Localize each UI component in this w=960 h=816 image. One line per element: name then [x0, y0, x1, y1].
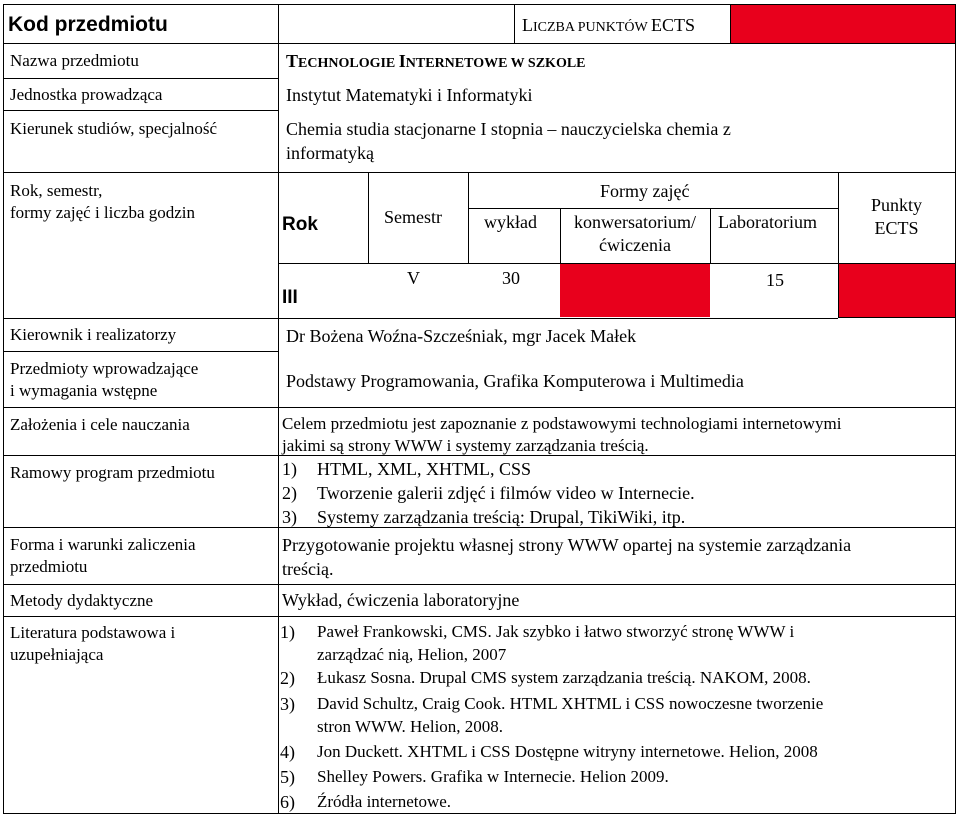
ects-title: LICZBA PUNKTÓW ECTS	[522, 15, 695, 35]
literature-item-number: 2)	[280, 668, 295, 688]
literature-label-line2: uzupełniająca	[10, 645, 104, 664]
course-name-value: TECHNOLOGIE INTERNETOWE W SZKOLE	[286, 51, 586, 71]
course-code-label: Kod przedmiotu	[8, 13, 168, 36]
literature-item-number: 5)	[280, 767, 295, 787]
ects-header-line1: Punkty	[870, 195, 922, 215]
prereq-value: Podstawy Programowania, Grafika Komputerowa i Multimedia	[286, 371, 744, 391]
wyklad-header: wykład	[484, 212, 537, 232]
course-name-label: Nazwa przedmiotu	[10, 51, 139, 70]
literature-item-line1: Shelley Powers. Grafika w Internecie. Helion 2009.	[317, 767, 669, 786]
wyklad-value: 30	[502, 268, 520, 288]
formy-header: Formy zajęć	[600, 181, 690, 201]
literature-item-number: 6)	[280, 792, 295, 812]
program-item-text: Systemy zarządzania treścią: Drupal, TikiWiki, itp.	[317, 507, 686, 527]
konw-hours-highlight	[560, 263, 710, 317]
program-item: 2)	[282, 483, 297, 503]
literature-item-number: 1)	[280, 622, 295, 642]
rok-header: Rok	[282, 214, 318, 235]
program-item: 3)	[282, 507, 297, 527]
ects-value-highlight	[838, 263, 955, 317]
literature-item-line1: Paweł Frankowski, CMS. Jak szybko i łatwo stworzyć stronę WWW i	[317, 622, 795, 641]
goals-value-line2: jakimi są strony WWW i systemy zarządzania treścią.	[282, 436, 649, 455]
literature-item-line1: Jon Duckett. XHTML i CSS Dostępne witryny internetowe. Helion, 2008	[317, 742, 818, 761]
goals-value-line1: Celem przedmiotu jest zapoznanie z podstawowymi technologiami internetowymi	[282, 414, 842, 433]
goals-label: Założenia i cele nauczania	[10, 415, 190, 434]
program-label: Ramowy program przedmiotu	[10, 463, 215, 482]
prereq-label-line1: Przedmioty wprowadzające	[10, 359, 199, 378]
lab-value: 15	[766, 270, 784, 290]
literature-item-line1: Źródła internetowe.	[317, 792, 452, 811]
program-item-text: HTML, XML, XHTML, CSS	[317, 459, 532, 479]
konw-header-line2: ćwiczenia	[599, 235, 671, 255]
unit-label: Jednostka prowadząca	[10, 85, 163, 104]
program-item: 1)	[282, 459, 297, 479]
year-semester-label-line1: Rok, semestr,	[10, 181, 103, 200]
field-label: Kierunek studiów, specjalność	[10, 119, 218, 138]
literature-item-line1: David Schultz, Craig Cook. HTML XHTML i CSS nowoczesne tworzenie	[317, 694, 824, 713]
semestr-header: Semestr	[384, 207, 442, 227]
literature-item-line2: stron WWW. Helion, 2008.	[317, 717, 504, 736]
lab-header: Laboratorium	[718, 212, 817, 232]
field-value-line1: Chemia studia stacjonarne I stopnia – nauczycielska chemia z	[286, 119, 731, 139]
assessment-value-line2: treścią.	[282, 559, 334, 579]
program-item-text: Tworzenie galerii zdjęć i filmów video w Internecie.	[317, 483, 695, 503]
assessment-label-line1: Forma i warunki zaliczenia	[10, 535, 196, 554]
year-semester-label-line2: formy zajęć i liczba godzin	[10, 203, 196, 222]
unit-value: Instytut Matematyki i Informatyki	[286, 85, 533, 105]
literature-label-line1: Literatura podstawowa i	[10, 623, 176, 642]
field-value-line2: informatyką	[286, 143, 374, 163]
ects-title-highlight	[730, 5, 955, 43]
literature-item-number: 3)	[280, 694, 295, 714]
literature-item-number: 4)	[280, 742, 295, 762]
methods-label: Metody dydaktyczne	[10, 591, 154, 610]
assessment-value-line1: Przygotowanie projektu własnej strony WWW opartej na systemie zarządzania	[282, 535, 852, 555]
assessment-label-line2: przedmiotu	[10, 557, 88, 576]
rok-value: III	[282, 287, 298, 308]
literature-item-line1: Łukasz Sosna. Drupal CMS system zarządzania treścią. NAKOM, 2008.	[317, 668, 811, 687]
prereq-label-line2: i wymagania wstępne	[10, 381, 158, 400]
ects-header-line2: ECTS	[874, 218, 919, 238]
literature-item-line2: zarządzać nią, Helion, 2007	[317, 645, 507, 664]
semestr-value: V	[407, 268, 420, 288]
lecturers-label: Kierownik i realizatorzy	[10, 325, 177, 344]
lecturers-value: Dr Bożena Woźna-Szcześniak, mgr Jacek Małek	[286, 326, 637, 346]
methods-value: Wykład, ćwiczenia laboratoryjne	[282, 590, 520, 610]
konw-header-line1: konwersatorium/	[574, 212, 696, 232]
